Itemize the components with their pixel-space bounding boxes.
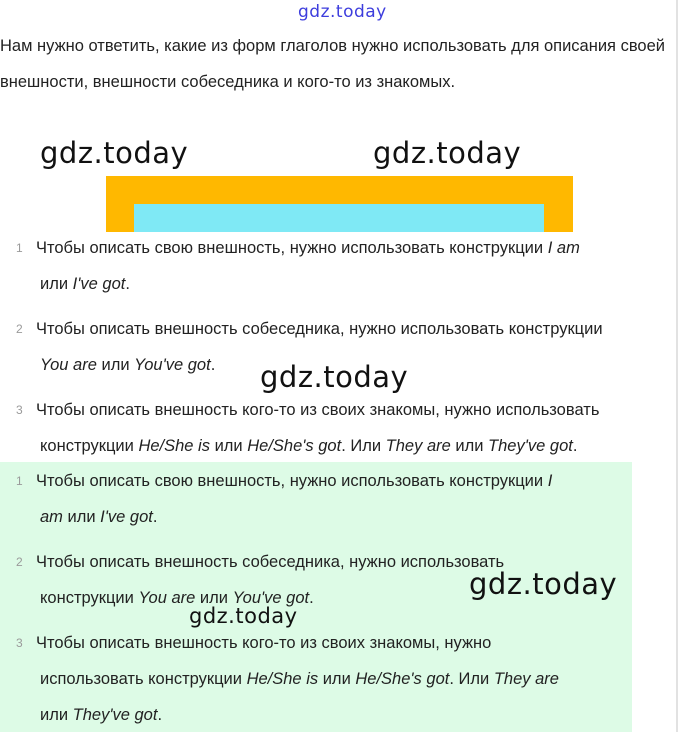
verb-form: They are bbox=[385, 437, 451, 455]
verb-form: They've got bbox=[488, 437, 573, 455]
list-item-text: Чтобы описать внешность собеседника, нужно использовать конструкции You are или You've got. bbox=[36, 544, 628, 616]
item-text: Чтобы описать внешность кого-то из своих знакомы, нужно использовать bbox=[36, 401, 600, 419]
item-text: Чтобы описать свою внешность, нужно использовать конструкции bbox=[36, 239, 544, 257]
verb-form: They've got bbox=[72, 706, 158, 724]
watermark-answer-right: gdz.today bbox=[469, 567, 618, 601]
watermark-middle: gdz.today bbox=[260, 360, 409, 394]
verb-form: You are bbox=[40, 356, 97, 374]
list-item-text: Чтобы описать внешность кого-то из своих знакомы, нужно использовать конструкции He/She is или He/She's got. Или They are или They've got. bbox=[36, 625, 628, 733]
verb-form: You've got bbox=[232, 589, 310, 607]
verb-form: He/She's got bbox=[247, 437, 342, 455]
verb-form: He/She is bbox=[138, 437, 210, 455]
verb-form: I am bbox=[547, 239, 580, 257]
item-text: Чтобы описать внешность собеседника, нужно использовать bbox=[36, 553, 505, 571]
verb-form: I bbox=[547, 472, 553, 490]
list-item-text: Чтобы описать внешность кого-то из своих знакомы, нужно использовать конструкции He/She is или He/She's got. Или They are или They've got. bbox=[36, 392, 680, 464]
verb-form: He/She is bbox=[246, 670, 319, 688]
list-item-number: 1 bbox=[16, 474, 23, 488]
list-item-number: 2 bbox=[16, 322, 23, 336]
verb-form: am bbox=[40, 508, 63, 526]
verb-form: They are bbox=[493, 670, 559, 688]
intro-paragraph: Нам нужно ответить, какие из форм глаголов нужно использовать для описания своей внешности, внешности собеседника и кого-то из знакомых. bbox=[0, 37, 665, 91]
list-item-text: Чтобы описать внешность собеседника, нужно использовать конструкции You are или You've got. bbox=[36, 311, 680, 383]
banner-cyan-block bbox=[134, 204, 544, 232]
watermark-answer-small: gdz.today bbox=[189, 604, 298, 628]
list-item-text: Чтобы описать свою внешность, нужно использовать конструкции I am или I've got. bbox=[36, 239, 580, 293]
item-text: Чтобы описать внешность собеседника, нужно использовать конструкции bbox=[36, 320, 603, 338]
list-item-number: 3 bbox=[16, 403, 23, 417]
connector: или bbox=[40, 275, 69, 293]
list-item-number: 3 bbox=[16, 636, 23, 650]
verb-form: He/She's got bbox=[355, 670, 450, 688]
watermark-banner-right: gdz.today bbox=[373, 136, 522, 170]
verb-form: You are bbox=[138, 589, 196, 607]
item-text: Чтобы описать свою внешность, нужно использовать конструкции bbox=[36, 472, 544, 490]
verb-form: You've got bbox=[134, 356, 211, 374]
watermark-banner-left: gdz.today bbox=[40, 136, 189, 170]
list-item-number: 1 bbox=[16, 241, 23, 255]
watermark-top: gdz.today bbox=[298, 2, 387, 22]
item-text: Чтобы описать внешность кого-то из своих знакомы, нужно bbox=[36, 634, 492, 652]
verb-form: I've got bbox=[100, 508, 153, 526]
list-item-text: Чтобы описать свою внешность, нужно использовать конструкции I am или I've got. bbox=[36, 472, 553, 526]
verb-form: I've got bbox=[72, 275, 126, 293]
list-item-number: 2 bbox=[16, 555, 23, 569]
